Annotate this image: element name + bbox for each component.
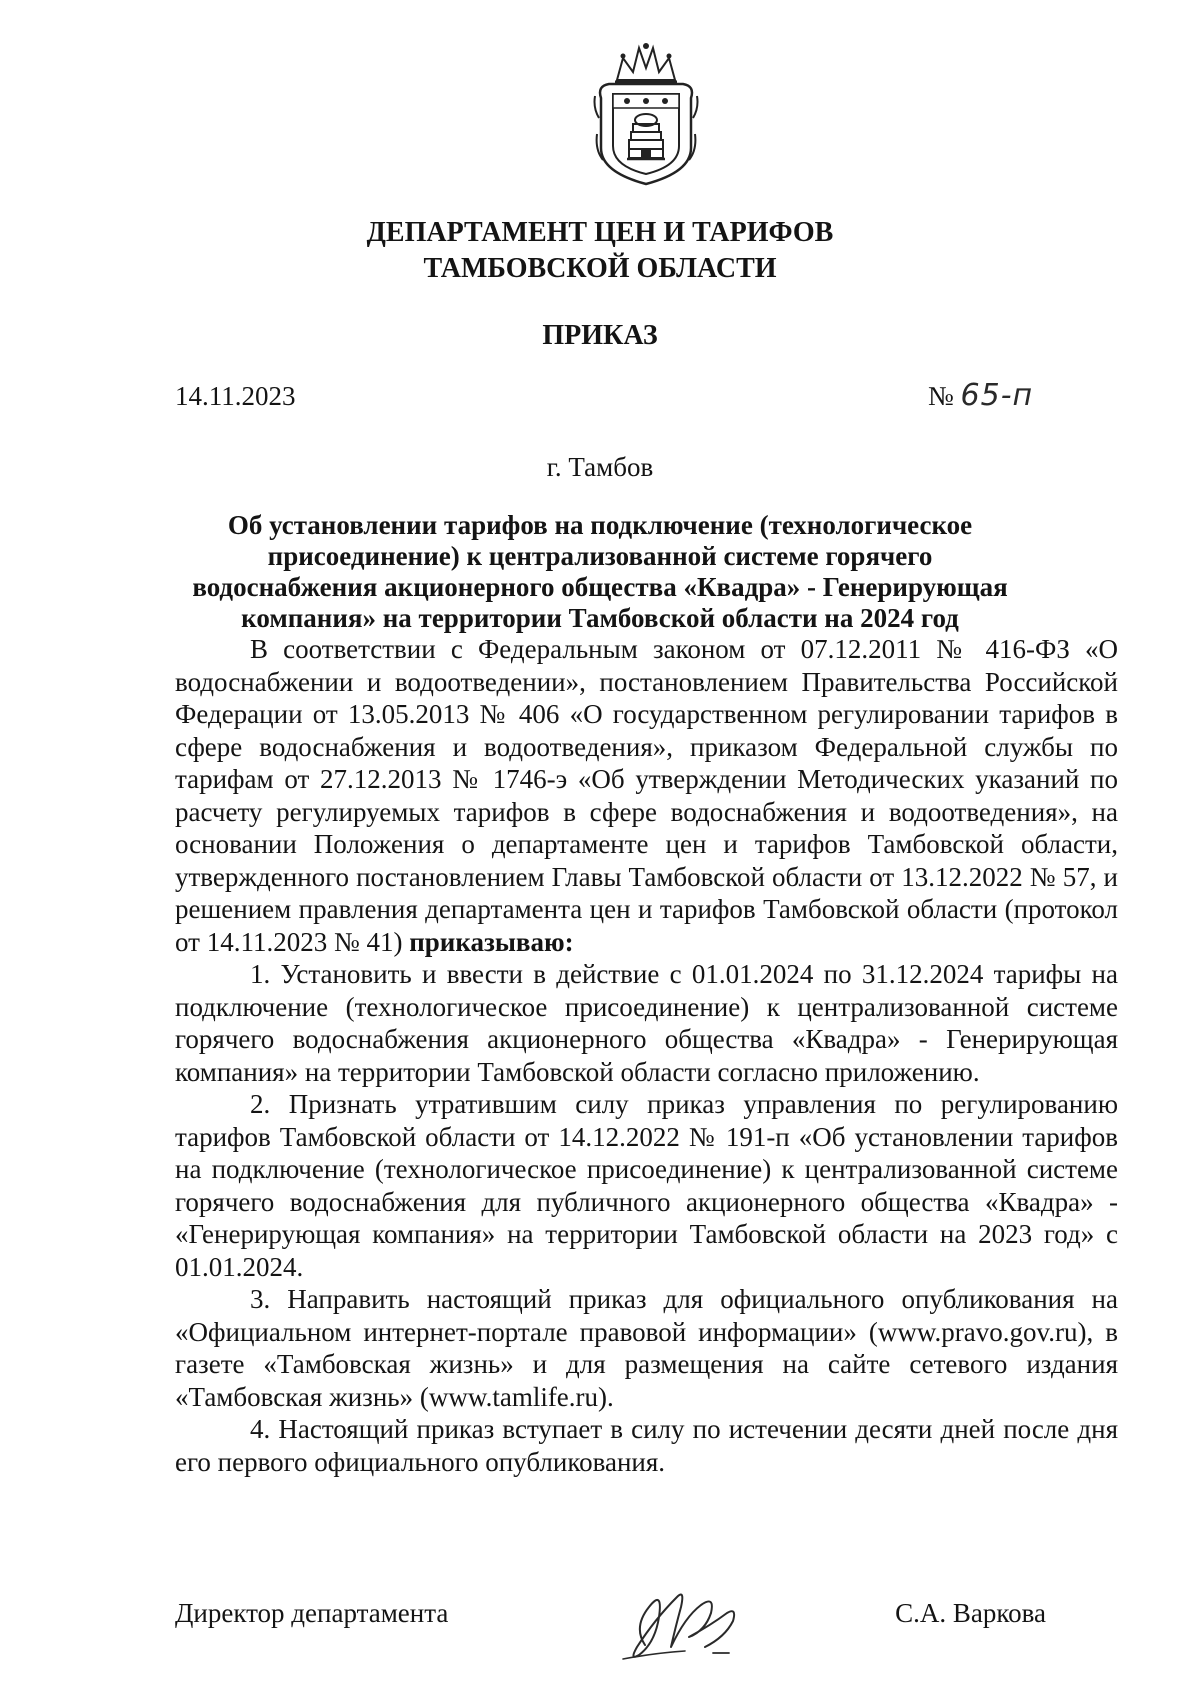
signatory-name: С.А. Варкова bbox=[895, 1598, 1046, 1628]
department-name-line-1: ДЕПАРТАМЕНТ ЦЕН И ТАРИФОВ bbox=[366, 217, 834, 248]
directive-word: приказываю: bbox=[409, 926, 574, 957]
number-sign: № bbox=[928, 381, 954, 411]
order-date: 14.11.2023 bbox=[175, 381, 296, 411]
document-type-title: ПРИКАЗ bbox=[542, 320, 658, 351]
department-name-line-2: ТАМБОВСКОЙ ОБЛАСТИ bbox=[423, 253, 777, 284]
tambov-coat-of-arms-icon bbox=[587, 38, 705, 188]
signatory-position: Директор департамента bbox=[175, 1598, 449, 1628]
handwritten-order-number: 65-п bbox=[960, 378, 1034, 413]
order-item-4: 4. Настоящий приказ вступает в силу по истечении десяти дней после дня его первого официального опубликования. bbox=[175, 1414, 1118, 1477]
order-number bbox=[928, 378, 1033, 414]
order-item-3: 3. Направить настоящий приказ для официального опубликования на «Официальном интернет-портале правовой информации» (www.pravo.gov.ru), в газете «Тамбовская жизнь» и для размещения на сайте сетевого издания «Тамбовская жизнь» (www.tamlife.ru). bbox=[175, 1284, 1118, 1412]
preamble-text: В соответствии с Федеральным законом от 07.12.2011 № 416-ФЗ «О водоснабжении и водоотведении», постановлением Правительства Российской Федерации от 13.05.2013 № 406 «О государственном регулировании тарифов в сфере водоснабжения и водоотведения», приказом Федеральной службы по тарифам от 27.12.2013 № 1746-э «Об утверждении Методических указаний по расчету регулируемых тарифов в сфере водоснабжения и водоотведения», на основании Положения о департаменте цен и тарифов Тамбовской области, утвержденного постановлением Главы Тамбовской области от 13.12.2022 № 57, и решением правления департамента цен и тарифов Тамбовской области (протокол от 14.11.2023 № 41) bbox=[175, 634, 1118, 957]
order-item-1: 1. Установить и ввести в действие с 01.01.2024 по 31.12.2024 тарифы на подключение (технологическое присоединение) к централизованной системе горячего водоснабжения акционерного общества «Квадра» - Генерирующая компания» на территории Тамбовской области согласно приложению. bbox=[175, 959, 1118, 1087]
handwritten-signature-icon bbox=[615, 1567, 755, 1667]
order-item-2: 2. Признать утратившим силу приказ управления по регулированию тарифов Тамбовской области от 14.12.2022 № 191-п «Об установлении тарифов на подключение (технологическое присоединение) к централизованной системе горячего водоснабжения для публичного акционерного общества «Квадра» - «Генерирующая компания» на территории Тамбовской области на 2023 год» с 01.01.2024. bbox=[175, 1089, 1118, 1282]
city-of-issue: г. Тамбов bbox=[546, 452, 654, 482]
order-body bbox=[175, 633, 1118, 1478]
order-subject: Об установлении тарифов на подключение (технологическое присоединение) к централизованной системе горячего водоснабжения акционерного общества «Квадра» - Генерирующая компания» на территории Тамбовской области на 2024 год bbox=[192, 510, 1008, 633]
signature-block bbox=[175, 1595, 1118, 1675]
preamble-paragraph bbox=[175, 633, 1118, 958]
